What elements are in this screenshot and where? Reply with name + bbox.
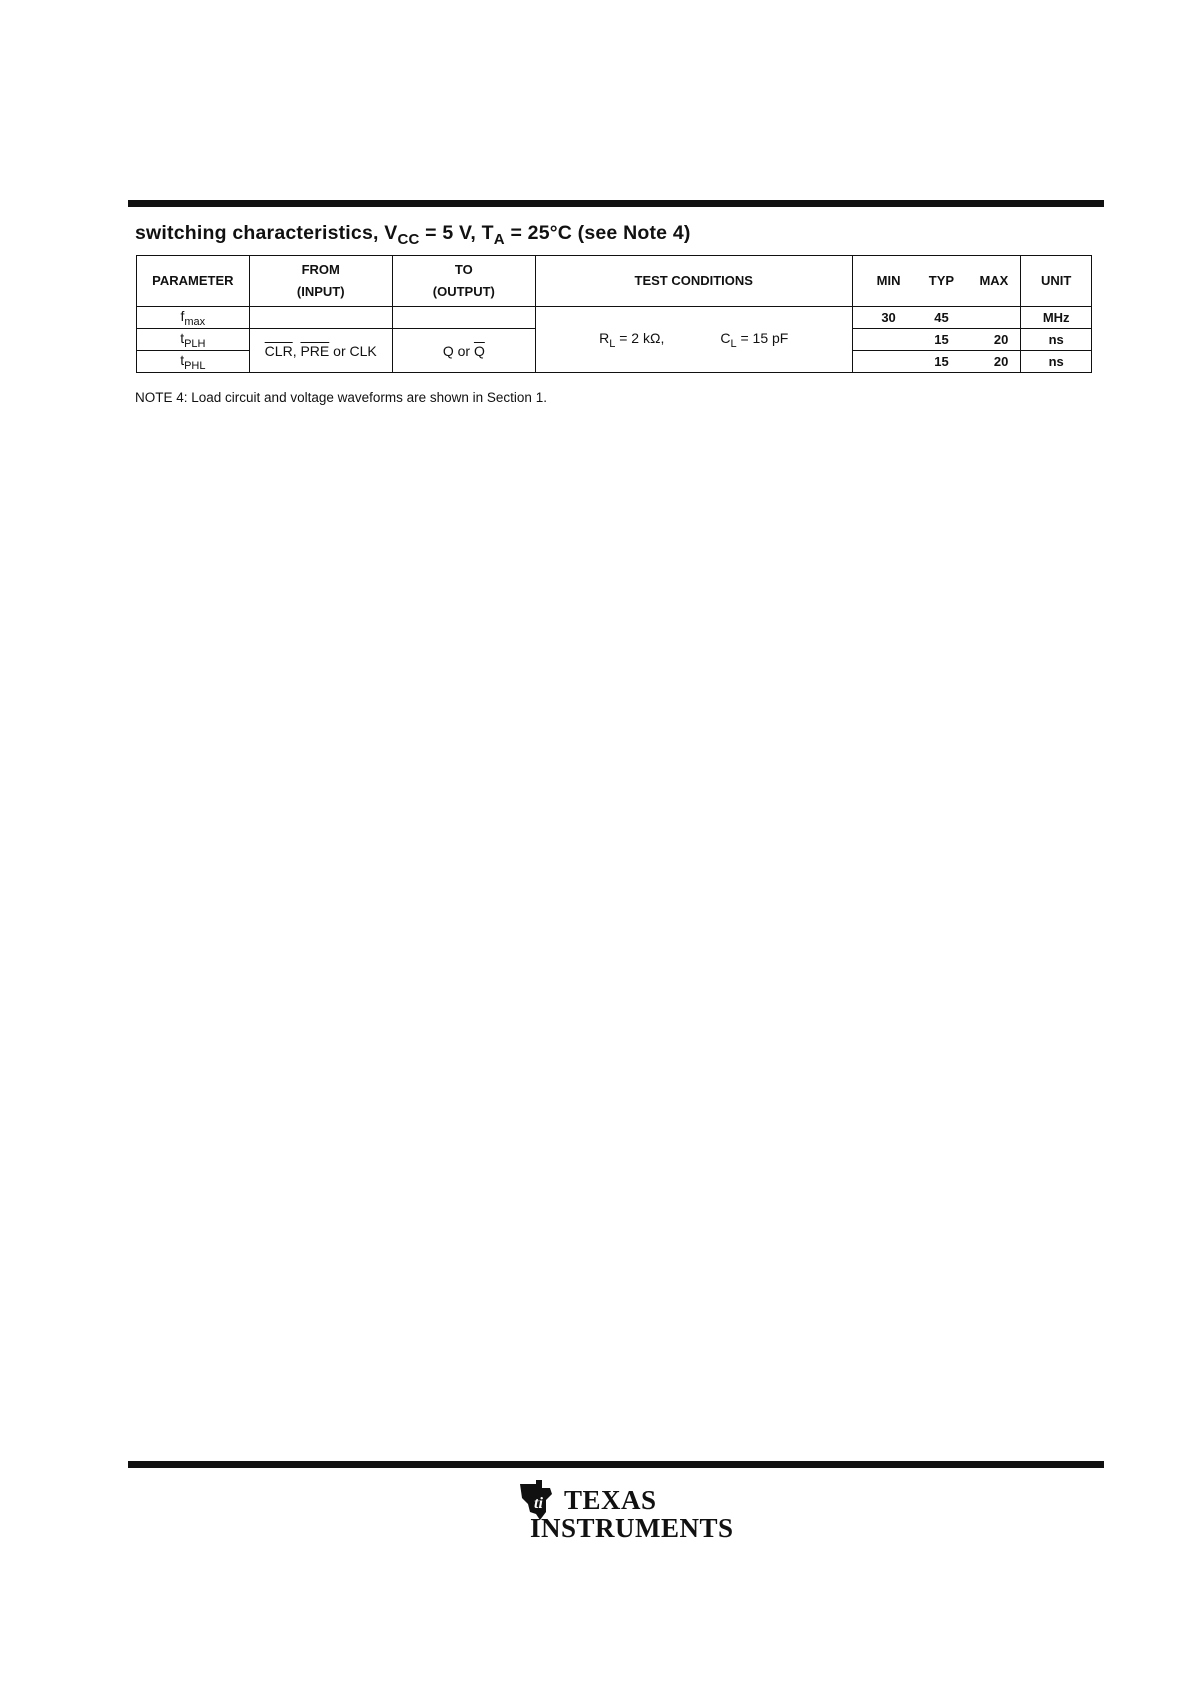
to-cell	[392, 307, 535, 329]
texas-instruments-logo	[514, 1478, 734, 1550]
unit-cell: ns	[1021, 351, 1092, 373]
values-cell: 15 20	[852, 351, 1021, 373]
header-min-typ-max: MIN TYP MAX	[852, 256, 1021, 307]
header-from: FROM (INPUT)	[249, 256, 392, 307]
header-to: TO (OUTPUT)	[392, 256, 535, 307]
table-row	[137, 307, 1092, 329]
unit-cell: ns	[1021, 329, 1092, 351]
logo-wordmark: TEXAS INSTRUMENTS	[530, 1485, 734, 1543]
param-cell: $t_{PHL}$	[137, 351, 250, 373]
param-cell: $t_{PLH}$	[137, 329, 250, 351]
test-conditions-cell: $R_L = 2$ kΩ, $C_L = 15$ pF	[535, 307, 852, 373]
to-cell: Q or $\overline{Q}$	[392, 329, 535, 373]
switching-characteristics-table	[136, 255, 1092, 373]
header-row	[137, 256, 1092, 307]
header-unit: UNIT	[1021, 256, 1092, 307]
top-rule	[128, 200, 1104, 207]
note-4: NOTE 4: Load circuit and voltage waveforms are shown in Section 1.	[135, 390, 547, 405]
header-test-conditions: TEST CONDITIONS	[535, 256, 852, 307]
unit-cell: MHz	[1021, 307, 1092, 329]
section-heading: switching characteristics, $V_{CC} = 5$ V, $T_A = 25^\circ C$ (see Note 4)	[135, 222, 691, 248]
values-cell: 30 45	[852, 307, 1021, 329]
bottom-rule	[128, 1461, 1104, 1468]
header-parameter: PARAMETER	[137, 256, 250, 307]
svg-text:ti: ti	[534, 1495, 543, 1512]
param-cell: $f_{max}$	[137, 307, 250, 329]
from-cell	[249, 307, 392, 329]
from-cell: $\overline{CLR}$, $\overline{PRE}$ or CLK	[249, 329, 392, 373]
values-cell: 15 20	[852, 329, 1021, 351]
